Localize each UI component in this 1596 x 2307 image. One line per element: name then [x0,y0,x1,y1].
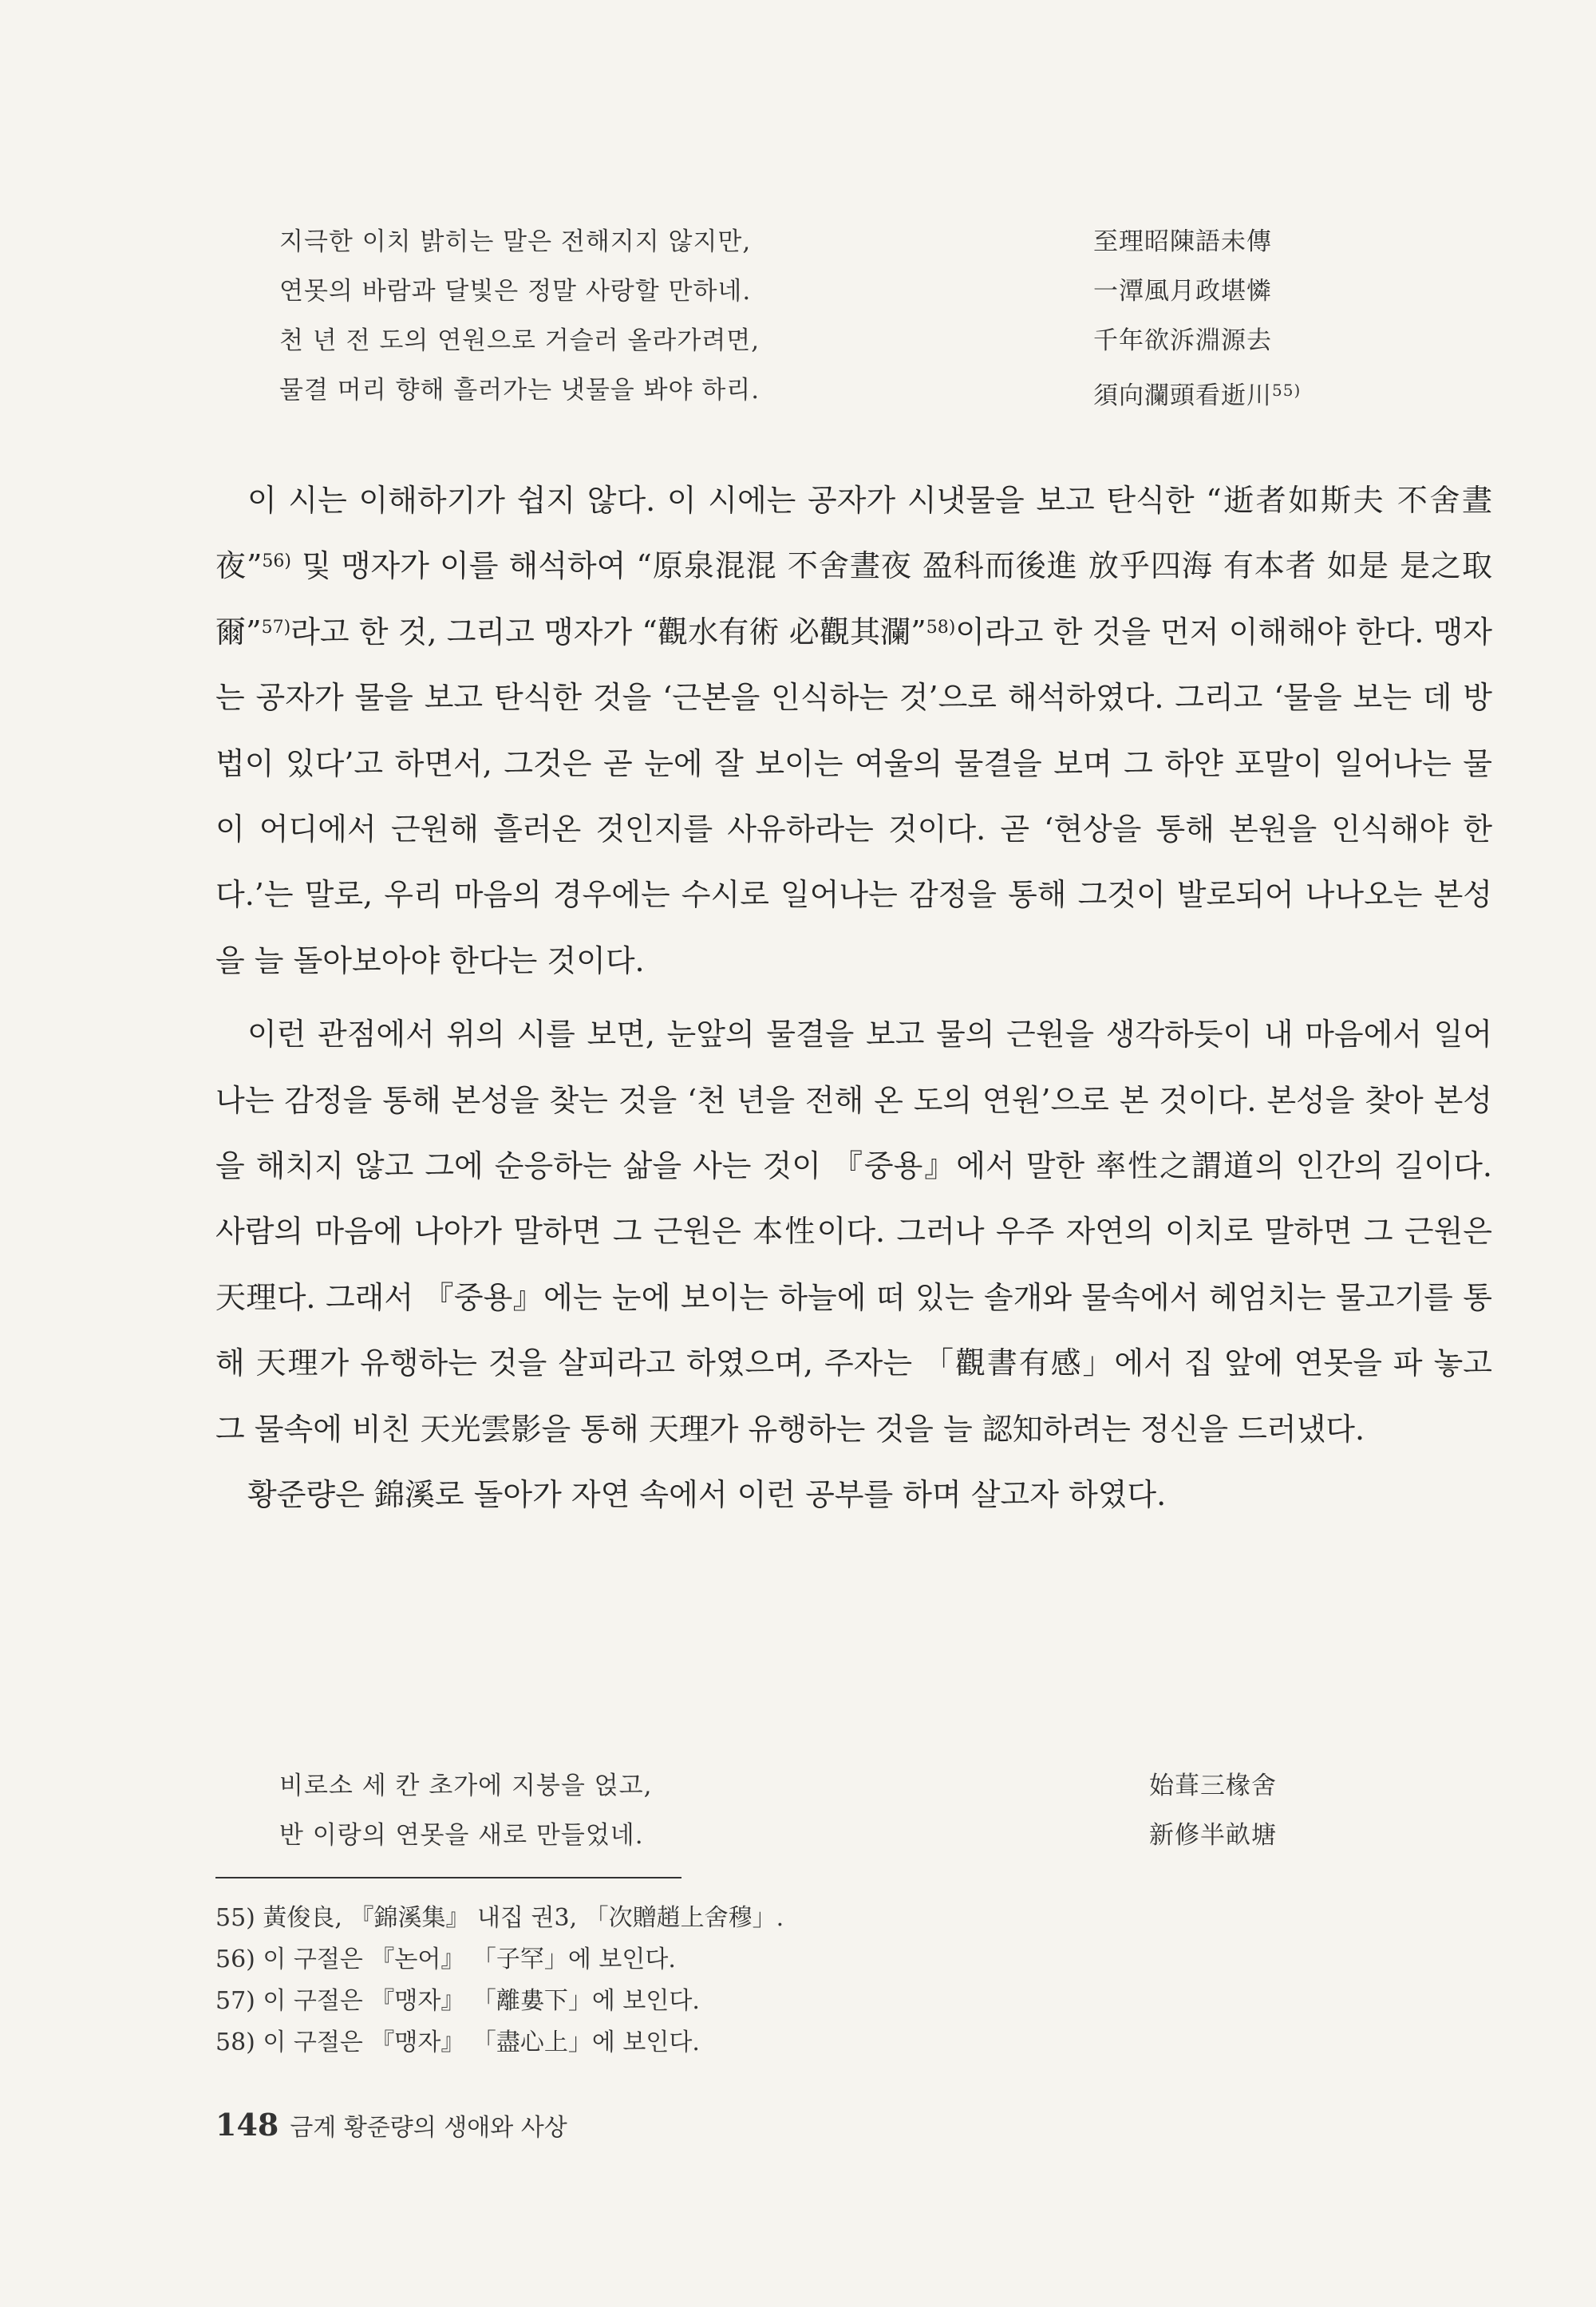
poem-hanja-text: 須向瀾頭看逝川 [1093,381,1272,410]
footnote: 57) 이 구절은 『맹자』 「離婁下」에 보인다. [215,1987,700,2015]
footnote: 56) 이 구절은 『논어』 「子罕」에 보인다. [215,1946,676,1973]
poem-korean: 물결 머리 향해 흘러가는 냇물을 봐야 하리. [279,376,760,405]
poem-hanja [1093,365,1333,421]
poem-korean: 지극한 이치 밝히는 말은 전해지지 않지만, [279,227,752,256]
body-text [215,468,1492,1528]
paragraph-text: 이 시는 이해하기가 쉽지 않다. 이 시에는 공자가 시냇물을 보고 탄식한 “逝者如斯夫 不舍晝夜” [215,483,1492,584]
poem-line [279,316,1333,365]
poem-block-1 [279,217,1333,421]
poem-line [279,217,1333,267]
footnotes [215,1898,1412,2064]
paragraph: 이런 관점에서 위의 시를 보면, 눈앞의 물결을 보고 물의 근원을 생각하듯이 내 마음에서 일어나는 감정을 통해 본성을 찾는 것을 ‘천 년을 전해 온 도의 연원’으로 본 것이다. 본성을 찾아 본성을 해치지 않고 그에 순응하는 삶을 사는 것이 『중용』에서 말한 率性之謂道의 인간의 길이다. 사람의 마음에 나아가 말하면 그 근원은 本性이다. 그러나 우주 자연의 이치로 말하면 그 근원은 天理다. 그래서 『중용』에는 눈에 보이는 하늘에 떠 있는 솔개와 물속에서 헤엄치는 물고기를 통해 天理가 유행하는 것을 살피라고 하였으며, 주자는 「觀書有感」에서 집 앞에 연못을 파 놓고 그 물속에 비친 天光雲影을 통해 天理가 유행하는 것을 늘 認知하려는 정신을 드러냈다. [215,1017,1492,1447]
paragraph-text: 및 맹자가 이를 해석하여 “原泉混混 不舍晝夜 盈科而後進 放乎四海 有本者 如是 是之取爾” [215,548,1492,650]
poem-hanja: 新修半畝塘 [1149,1821,1277,1850]
poem-line [279,1761,1333,1811]
footnote: 58) 이 구절은 『맹자』 「盡心上」에 보인다. [215,2029,700,2056]
paragraph-text: 라고 한 것, 그리고 맹자가 “觀水有術 必觀其瀾” [290,614,926,650]
footnote-ref: 56) [262,551,291,572]
poem-hanja: 千年欲泝淵源去 [1093,326,1272,355]
paragraph: 황준량은 錦溪로 돌아가 자연 속에서 이런 공부를 하며 살고자 하였다. [247,1477,1167,1513]
running-title: 금계 황준량의 생애와 사상 [290,2114,567,2142]
poem-block-2 [279,1761,1333,1860]
footnote-ref: 57) [261,617,291,638]
poem-korean: 연못의 바람과 달빛은 정말 사랑할 만하네. [279,277,752,306]
page-footer [215,2107,567,2143]
poem-hanja: 至理昭陳語未傳 [1093,227,1272,256]
poem-korean: 반 이랑의 연못을 새로 만들었네. [279,1821,644,1850]
paragraph-text: 이라고 한 것을 먼저 이해해야 한다. 맹자는 공자가 물을 보고 탄식한 것을 ‘근본을 인식하는 것’으로 해석하였다. 그리고 ‘물을 보는 데 방법이 있다’고 하면서, 그것은 곧 눈에 잘 보이는 여울의 물결을 보며 그 하얀 포말이 일어나는 물이 어디에서 근원해 흘러온 것인지를 사유하라는 것이다. 곧 ‘현상을 통해 본원을 인식해야 한다.’는 말로, 우리 마음의 경우에는 수시로 일어나는 감정을 통해 그것이 발로되어 나나오는 본성을 늘 돌아보아야 한다는 것이다. [215,614,1492,978]
poem-line [279,267,1333,316]
poem-hanja: 一潭風月政堪憐 [1093,277,1272,306]
page-number: 148 [215,2107,279,2143]
poem-line [279,1811,1333,1860]
poem-line [279,365,1333,421]
footnote: 55) 黃俊良, 『錦溪集』 내집 권3, 「次贈趙上舍穆」. [215,1904,784,1932]
poem-korean: 천 년 전 도의 연원으로 거슬러 올라가려면, [279,326,760,355]
footnote-divider [215,1877,681,1878]
poem-korean: 비로소 세 칸 초가에 지붕을 얹고, [279,1772,653,1800]
footnote-ref: 58) [926,617,956,638]
poem-hanja: 始葺三椽舍 [1149,1772,1277,1800]
footnote-ref: 55) [1272,381,1302,400]
paragraph [215,468,1492,994]
